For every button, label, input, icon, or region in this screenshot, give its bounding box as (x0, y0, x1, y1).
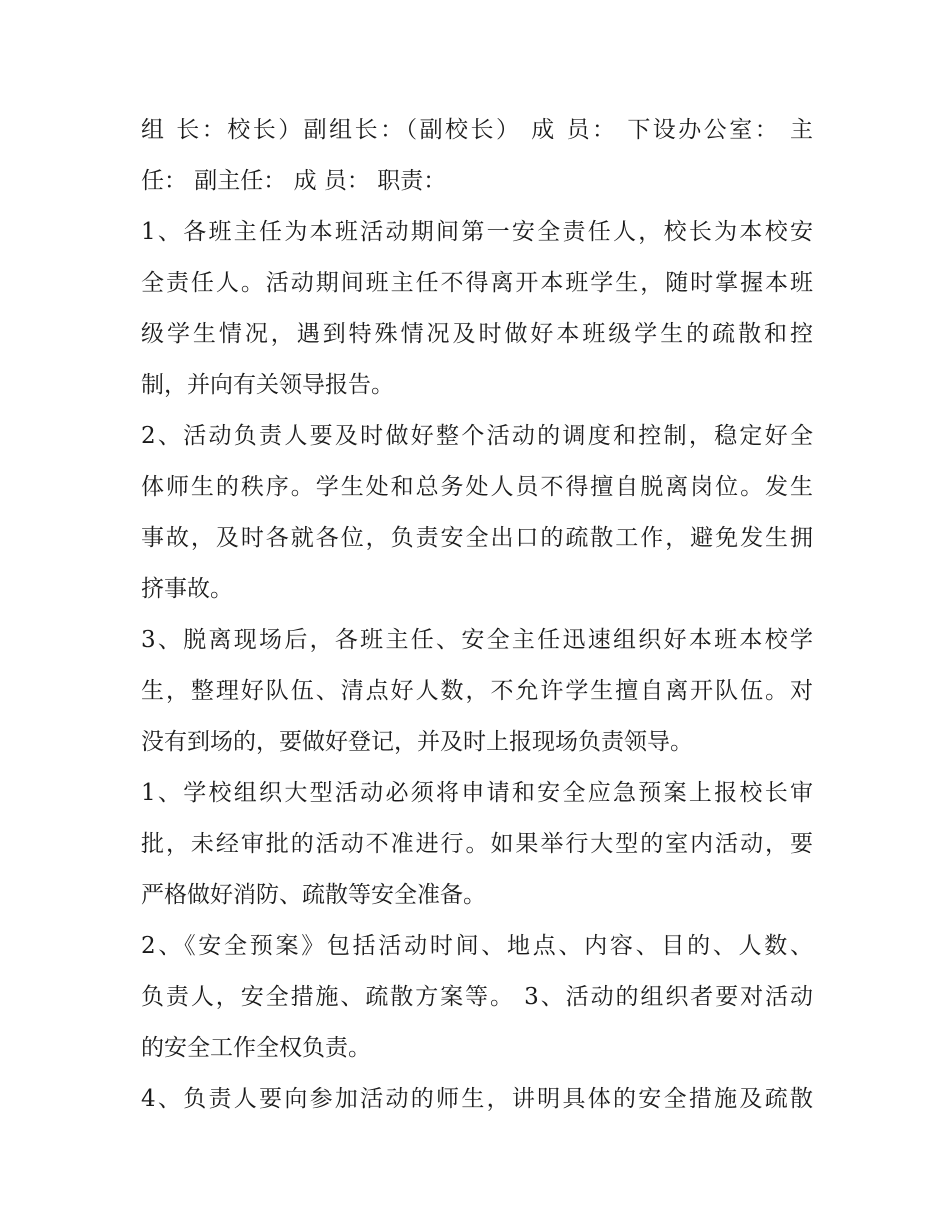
text-line: 事故，及时各就各位，负责安全出口的疏散工作，避免发生拥 (141, 525, 813, 551)
text-line: 体师生的秩序。学生处和总务处人员不得擅自脱离岗位。发生 (141, 474, 813, 500)
text-line: 1、各班主任为本班活动期间第一安全责任人，校长为本校安 (141, 219, 813, 245)
text-line: 批，未经审批的活动不准进行。如果举行大型的室内活动，要 (141, 831, 813, 857)
text-line: 全责任人。活动期间班主任不得离开本班学生，随时掌握本班 (141, 270, 813, 296)
text-line: 没有到场的，要做好登记，并及时上报现场负责领导。 (141, 729, 693, 755)
paragraph-duty-2 (141, 411, 813, 615)
text-line: 组 长：校长）副组长：（副校长） 成 员： 下设办公室： 主 (141, 117, 813, 143)
paragraph-rule-2 (141, 921, 813, 1074)
text-line: 3、脱离现场后，各班主任、安全主任迅速组织好本班本校学 (141, 627, 813, 653)
text-line: 级学生情况，遇到特殊情况及时做好本班级学生的疏散和控 (141, 321, 813, 347)
paragraph-organization (141, 105, 813, 207)
text-line: 挤事故。 (141, 576, 233, 602)
text-line: 任： 副主任： 成 员： 职责： (141, 168, 447, 194)
text-line: 2、《安全预案》包括活动时间、地点、内容、目的、人数、 (141, 933, 813, 959)
text-line: 负责人，安全措施、疏散方案等。 3、活动的组织者要对活动 (141, 984, 813, 1010)
paragraph-duty-1 (141, 207, 813, 411)
text-line: 4、负责人要向参加活动的师生，讲明具体的安全措施及疏散 (141, 1086, 813, 1112)
text-line: 1、学校组织大型活动必须将申请和安全应急预案上报校长审 (141, 780, 813, 806)
text-line: 的安全工作全权负责。 (141, 1035, 371, 1061)
text-line: 严格做好消防、疏散等安全准备。 (141, 882, 486, 908)
paragraph-rule-4 (141, 1074, 813, 1125)
text-line: 制，并向有关领导报告。 (141, 372, 394, 398)
paragraph-duty-3 (141, 615, 813, 768)
paragraph-rule-1 (141, 768, 813, 921)
text-line: 生，整理好队伍、清点好人数，不允许学生擅自离开队伍。对 (141, 678, 813, 704)
text-line: 2、活动负责人要及时做好整个活动的调度和控制，稳定好全 (141, 423, 813, 449)
document-body (141, 105, 813, 1125)
